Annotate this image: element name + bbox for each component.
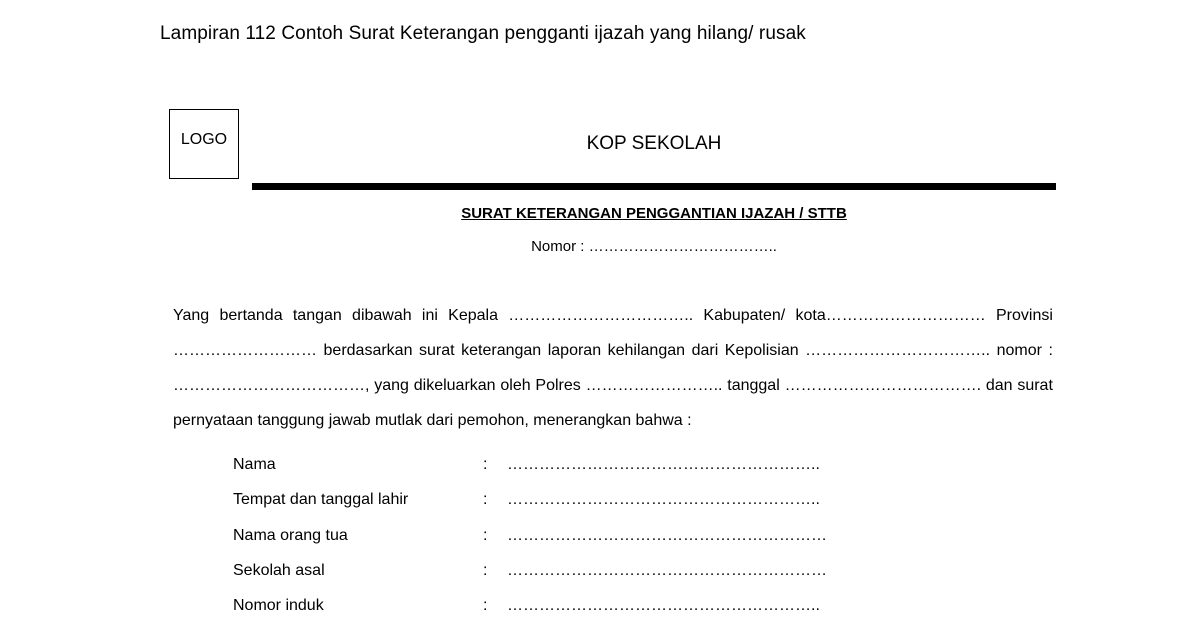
word: laporan: [547, 342, 602, 359]
word: oleh: [500, 377, 531, 394]
word: kehilangan: [607, 342, 686, 359]
field-label: Nama orang tua: [233, 526, 348, 544]
word: nomor: [996, 342, 1042, 359]
word: dibawah: [352, 307, 412, 324]
field-label: Nama: [233, 456, 276, 473]
paragraph-line-3: [173, 368, 1053, 403]
field-row-nama: [233, 450, 820, 485]
word: dan: [985, 377, 1013, 394]
document-title: SURAT KETERANGAN PENGGANTIAN IJAZAH / STTB: [461, 205, 847, 222]
school-letterhead: KOP SEKOLAH: [586, 133, 722, 154]
word: :: [1048, 342, 1053, 359]
field-blank: ……………………………………………………: [507, 526, 827, 544]
field-label: Nomor induk: [233, 597, 324, 615]
blank: ……………………………..: [508, 307, 694, 324]
document-number: Nomor : ………………………………..: [531, 238, 777, 255]
blank: ……………………………..: [805, 342, 991, 359]
blank: ………………………: [173, 342, 317, 359]
blank: ………………………………,: [173, 377, 370, 394]
paragraph-line-4: pernyataan tanggung jawab mutlak dari pemohon, menerangkan bahwa :: [173, 412, 692, 429]
field-blank: …………………………………………………..: [507, 491, 820, 509]
field-colon: :: [483, 491, 488, 509]
field-row-sekolah-asal: [233, 556, 827, 591]
field-label: Sekolah asal: [233, 561, 325, 579]
logo-placeholder: [169, 109, 239, 179]
field-row-nomor-induk: [233, 591, 820, 626]
word: Kepolisian: [724, 342, 799, 359]
field-colon: :: [483, 561, 488, 579]
logo-label: LOGO: [180, 131, 228, 148]
word: tanggal: [727, 377, 780, 394]
word: Kepala: [448, 307, 498, 324]
field-colon: :: [483, 526, 488, 544]
word: surat: [419, 342, 455, 359]
word: surat: [1017, 377, 1053, 394]
word: dari: [691, 342, 719, 359]
field-blank: …………………………………………………..: [507, 597, 820, 615]
identity-fields: [233, 450, 827, 626]
letterhead-divider: [252, 183, 1056, 190]
word: Provinsi: [996, 307, 1053, 324]
field-colon: :: [483, 456, 488, 473]
paragraph-line-2: [173, 333, 1053, 368]
statement-paragraph: [173, 298, 1053, 438]
word: bertanda: [219, 307, 283, 324]
blank: ……………………………….: [784, 377, 982, 394]
word: ini: [421, 307, 438, 324]
field-colon: :: [483, 597, 488, 615]
word: berdasarkan: [323, 342, 413, 359]
word: yang: [374, 377, 409, 394]
word: keterangan: [461, 342, 542, 359]
field-label: Tempat dan tanggal lahir: [233, 491, 409, 509]
word: Yang: [173, 307, 210, 324]
word: tangan: [292, 307, 342, 324]
word: Kabupaten/: [703, 307, 786, 324]
field-blank: …………………………………………………..: [507, 456, 820, 473]
field-row-nama-orang-tua: [233, 521, 827, 556]
blank: ……………………..: [585, 377, 723, 394]
word: kota…………………………: [795, 307, 986, 324]
word: Polres: [535, 377, 581, 394]
paragraph-line-1: [173, 298, 1053, 333]
field-row-tempat-tanggal-lahir: [233, 485, 820, 520]
field-blank: ……………………………………………………: [507, 561, 827, 579]
word: dikeluarkan: [413, 377, 496, 394]
attachment-caption: Lampiran 112 Contoh Surat Keterangan pengganti ijazah yang hilang/ rusak: [160, 23, 806, 44]
